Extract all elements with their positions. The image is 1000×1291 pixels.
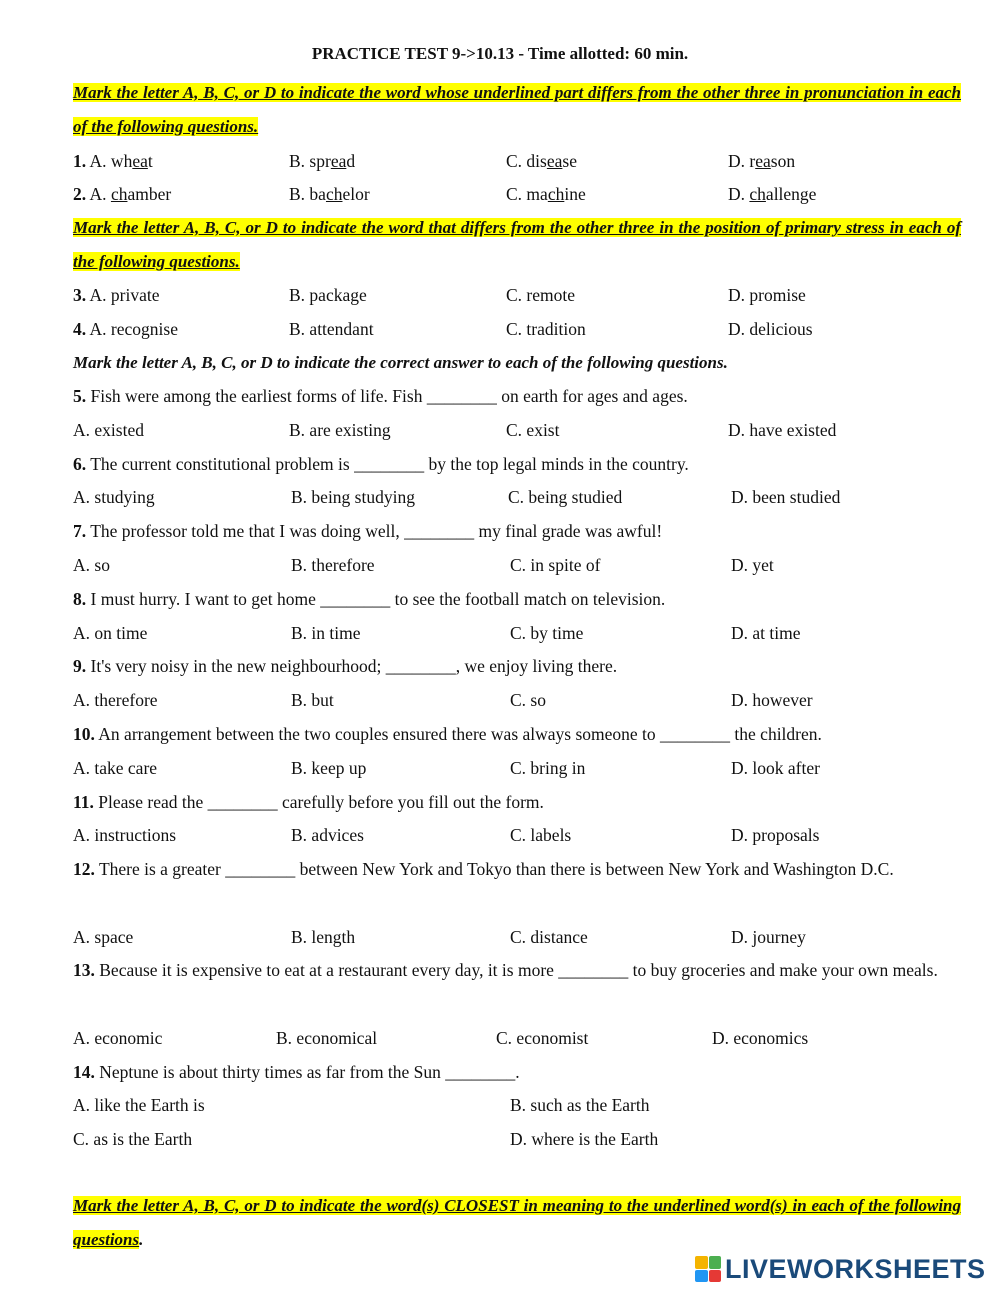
q8-option-a[interactable]: A. on time: [73, 623, 148, 643]
q2-option-b[interactable]: B. bachelor: [289, 184, 370, 204]
q10-option-b[interactable]: B. keep up: [291, 758, 367, 778]
liveworksheets-logo: [695, 1252, 986, 1286]
q3-option-b[interactable]: B. package: [289, 285, 367, 305]
q4-option-b[interactable]: B. attendant: [289, 319, 374, 339]
q5-option-d[interactable]: D. have existed: [728, 420, 837, 440]
question-6-options: [0, 480, 1000, 514]
question-12: 12. There is a greater ________ between New York and Tokyo than there is between New York and Washington D.C.: [73, 859, 894, 879]
q1-option-d[interactable]: D. reason: [728, 151, 796, 171]
q11-option-d[interactable]: D. proposals: [731, 825, 820, 845]
q12-option-c[interactable]: C. distance: [510, 927, 588, 947]
q12-option-d[interactable]: D. journey: [731, 927, 806, 947]
q14-option-b[interactable]: B. such as the Earth: [510, 1095, 650, 1115]
question-8-options: [0, 616, 1000, 650]
q6-option-a[interactable]: A. studying: [73, 487, 155, 507]
q2-option-d[interactable]: D. challenge: [728, 184, 817, 204]
question-1-options: [0, 144, 1000, 178]
question-7-options: [0, 548, 1000, 582]
question-13: 13. Because it is expensive to eat at a restaurant every day, it is more ________ to buy groceries and make your own meals.: [73, 960, 938, 980]
q6-option-d[interactable]: D. been studied: [731, 487, 841, 507]
q7-option-a[interactable]: A. so: [73, 555, 110, 575]
q9-option-b[interactable]: B. but: [291, 690, 334, 710]
question-4-options: [0, 312, 1000, 346]
question-9-options: [0, 683, 1000, 717]
question-10: 10. An arrangement between the two couples ensured there was always someone to ________ the children.: [73, 724, 822, 744]
q9-option-c[interactable]: C. so: [510, 690, 546, 710]
q8-option-d[interactable]: D. at time: [731, 623, 801, 643]
question-7: 7. The professor told me that I was doing well, ________ my final grade was awful!: [73, 521, 663, 541]
q7-option-c[interactable]: C. in spite of: [510, 555, 601, 575]
q14-option-d[interactable]: D. where is the Earth: [510, 1129, 659, 1149]
q12-option-b[interactable]: B. length: [291, 927, 356, 947]
q14-option-a[interactable]: A. like the Earth is: [73, 1095, 205, 1115]
q3-option-a[interactable]: 3. A. private: [73, 285, 160, 305]
q1-option-c[interactable]: C. disease: [506, 151, 577, 171]
question-14-options-row2: [0, 1122, 1000, 1156]
q13-option-c[interactable]: C. economist: [496, 1028, 589, 1048]
question-13-options: [0, 1021, 1000, 1055]
q1-option-a[interactable]: 1. A. wheat: [73, 151, 153, 171]
instruction-closest-meaning: Mark the letter A, B, C, or D to indicate the word(s) CLOSEST in meaning to the underlined word(s) in each of the following questions.: [73, 1196, 961, 1249]
question-5: 5. Fish were among the earliest forms of life. Fish ________ on earth for ages and ages.: [73, 386, 688, 406]
question-11: 11. Please read the ________ carefully before you fill out the form.: [73, 792, 544, 812]
q4-option-a[interactable]: 4. A. recognise: [73, 319, 178, 339]
q3-option-c[interactable]: C. remote: [506, 285, 576, 305]
q11-option-c[interactable]: C. labels: [510, 825, 572, 845]
question-10-options: [0, 751, 1000, 785]
q6-option-c[interactable]: C. being studied: [508, 487, 623, 507]
q13-option-b[interactable]: B. economical: [276, 1028, 378, 1048]
question-14-options-row1: [0, 1088, 1000, 1122]
q7-option-b[interactable]: B. therefore: [291, 555, 375, 575]
q11-option-b[interactable]: B. advices: [291, 825, 364, 845]
question-11-options: [0, 818, 1000, 852]
q8-option-b[interactable]: B. in time: [291, 623, 361, 643]
q2-option-c[interactable]: C. machine: [506, 184, 586, 204]
q5-option-a[interactable]: A. existed: [73, 420, 144, 440]
q6-option-b[interactable]: B. being studying: [291, 487, 415, 507]
question-12-options: [0, 920, 1000, 954]
question-3-options: [0, 278, 1000, 312]
q9-option-d[interactable]: D. however: [731, 690, 813, 710]
q13-option-d[interactable]: D. economics: [712, 1028, 809, 1048]
q11-option-a[interactable]: A. instructions: [73, 825, 177, 845]
question-8: 8. I must hurry. I want to get home ________ to see the football match on television.: [73, 589, 666, 609]
question-5-options: [0, 413, 1000, 447]
q8-option-c[interactable]: C. by time: [510, 623, 584, 643]
q10-option-d[interactable]: D. look after: [731, 758, 820, 778]
q14-option-c[interactable]: C. as is the Earth: [73, 1129, 193, 1149]
question-6: 6. The current constitutional problem is ________ by the top legal minds in the country.: [73, 454, 689, 474]
question-14: 14. Neptune is about thirty times as far from the Sun ________.: [73, 1062, 520, 1082]
liveworksheets-logo-text: LIVEWORKSHEETS: [725, 1253, 986, 1284]
q3-option-d[interactable]: D. promise: [728, 285, 806, 305]
question-9: 9. It's very noisy in the new neighbourhood; ________, we enjoy living there.: [73, 656, 618, 676]
q4-option-d[interactable]: D. delicious: [728, 319, 813, 339]
instruction-correct-answer: Mark the letter A, B, C, or D to indicate the correct answer to each of the following questions.: [73, 353, 728, 372]
question-2-options: [0, 177, 1000, 211]
q13-option-a[interactable]: A. economic: [73, 1028, 163, 1048]
q1-option-b[interactable]: B. spread: [289, 151, 356, 171]
instruction-pronunciation: Mark the letter A, B, C, or D to indicate the word whose underlined part differs from the other three in pronunciation in each of the following questions.: [73, 83, 961, 136]
q4-option-c[interactable]: C. tradition: [506, 319, 586, 339]
q12-option-a[interactable]: A. space: [73, 927, 134, 947]
q5-option-b[interactable]: B. are existing: [289, 420, 391, 440]
q5-option-c[interactable]: C. exist: [506, 420, 560, 440]
q2-option-a[interactable]: 2. A. chamber: [73, 184, 172, 204]
q9-option-a[interactable]: A. therefore: [73, 690, 158, 710]
page-title: PRACTICE TEST 9->10.13 - Time allotted: 60 min.: [311, 44, 689, 63]
q10-option-a[interactable]: A. take care: [73, 758, 158, 778]
liveworksheets-logo-icon: [695, 1256, 721, 1282]
q7-option-d[interactable]: D. yet: [731, 555, 774, 575]
q10-option-c[interactable]: C. bring in: [510, 758, 586, 778]
instruction-stress: Mark the letter A, B, C, or D to indicate the word that differs from the other three in the position of primary stress in each of the following questions.: [73, 218, 961, 271]
